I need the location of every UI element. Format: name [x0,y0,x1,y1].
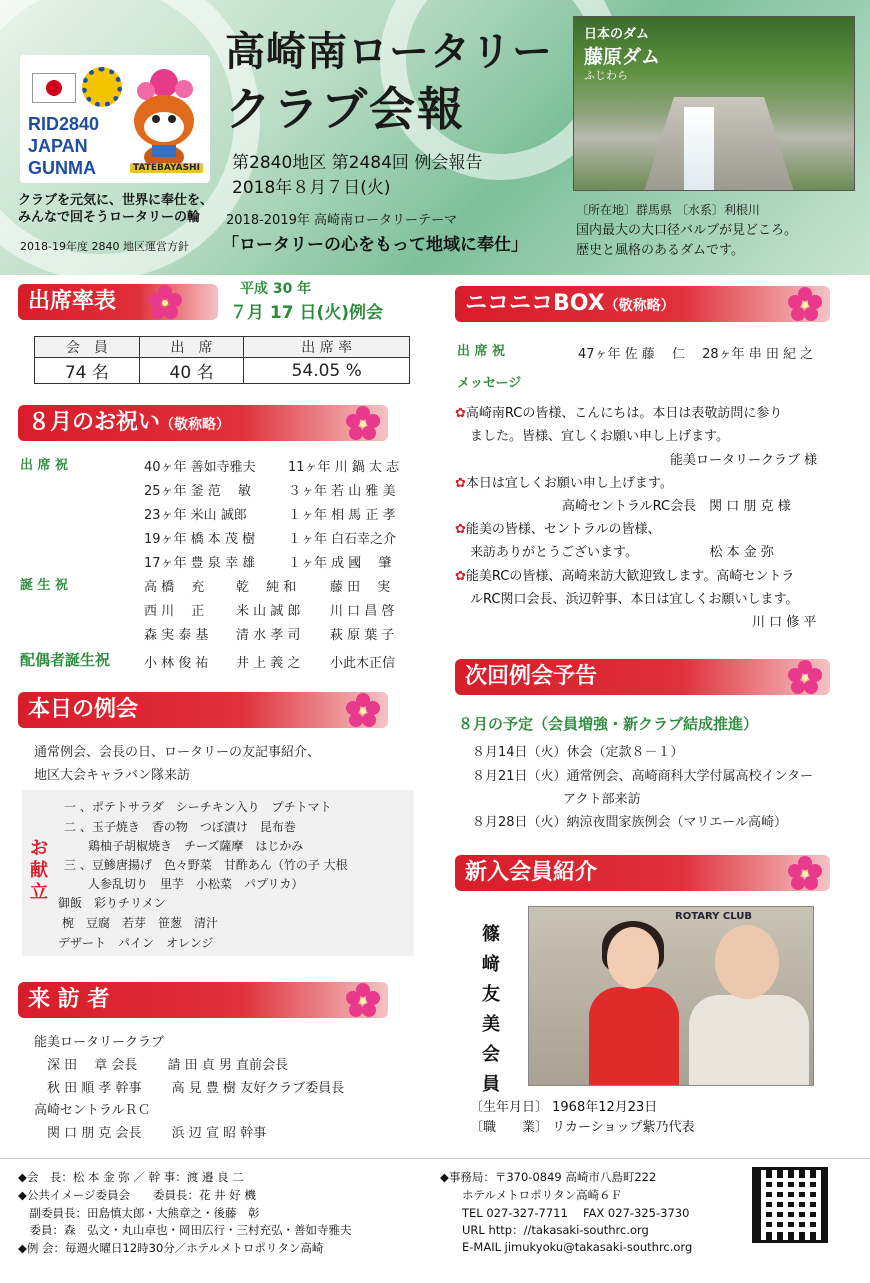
rid-line: RID2840 [28,114,100,134]
name-char: 員 [482,1074,500,1095]
message-line [455,472,673,491]
newsletter-title-line2: クラブ会報 [225,82,465,136]
section-title-text: 出席率表 [28,289,117,314]
message-line [455,565,794,584]
menu-item: 一 、ポテトサラダ シーチキン入り プチトマト [64,800,332,814]
birthday-entry: 清 水 孝 司 [236,628,301,643]
spouse-entry: 井 上 義 之 [236,656,301,671]
schedule-item: アクト部来訪 [472,792,641,807]
message-label: メッセージ [457,376,522,391]
slogan-line: クラブを元気に、世界に奉仕を、 [18,193,214,208]
dam-photo [573,16,855,191]
footer-line: ◆会 長：松 本 金 弥 ／ 幹 事：渡 邉 良 二 [18,1170,244,1184]
member-info-line: 〔生年月日〕 1968年12月23日 [470,1100,658,1115]
birthday-entry: 乾 純 和 [236,580,297,595]
rid-line: JAPAN [28,136,88,156]
message-text: 能美RCの皆様、高崎来訪大歓迎致します。高崎セントラ [465,569,795,584]
section-title-text: 本日の例会 [28,697,139,722]
schedule-item: ８月21日（火）通常例会、高崎商科大学付属高校インター [472,769,814,784]
today-text: 地区大会キャラバン隊来訪 [34,768,191,783]
section-title-text: ニコニコBOX [465,291,605,316]
birthday-entry: 米 山 誠 郎 [236,604,301,619]
photo-sign: ROTARY CLUB [675,911,752,922]
message-text: 能美ロータリークラブ 様 [670,453,818,468]
star-icon: ✿ [455,476,466,491]
footer-url[interactable]: URL http：//takasaki-southrc.org [462,1223,649,1237]
qr-code-icon [752,1167,828,1243]
visitor-line: 秋 田 順 孝 幹事 高 見 豊 樹 友好クラブ委員長 [34,1081,345,1096]
table-header: 出 席 [139,337,244,358]
birthday-entry: 西 川 正 [144,604,205,619]
dam-desc-line: 歴史と風格のあるダムです。 [576,243,744,258]
celebration-section-title [18,405,388,441]
message-text: 能美の皆様、セントラルの皆様、 [465,522,661,537]
footer [0,1158,870,1283]
menu-item: 三 、豆鯵唐揚げ 色々野菜 甘酢あん（竹の子 大根 [64,858,348,872]
message-line [670,449,817,468]
visitor-line: 能美ロータリークラブ [34,1035,165,1050]
section-title-text: 新入会員紹介 [465,860,598,885]
hibiscus-icon [346,693,380,727]
birthday-label: 誕 生 祝 [20,578,69,593]
menu-item: 御飯 彩りチリメン [58,896,166,910]
birthday-entry: 萩 原 葉 子 [330,628,395,643]
message-line [470,425,729,444]
message-line [752,611,816,630]
section-title-text: 来 訪 者 [28,987,110,1012]
dam-name: 藤原ダム [584,46,661,68]
today-section-title [18,692,388,728]
photo-figure [589,987,679,1086]
table-row [35,358,410,384]
hibiscus-icon [788,660,822,694]
schedule-item: ８月14日（火）休会（定款８－１） [472,745,684,760]
slogan-line: みんなで回そうロータリーの輪 [18,210,201,225]
name-char: 友 [482,984,500,1005]
next-meeting-section-title [455,659,830,695]
schedule-item: ８月28日（火）納涼夜間家族例会（マリエール高崎） [472,815,788,830]
name-char: 会 [482,1044,500,1065]
attendance-celebration-label: 出 席 祝 [20,458,69,473]
member-info-line: 〔職 業〕 リカーショップ紫乃代表 [470,1120,695,1135]
table-header: 会 員 [35,337,140,358]
message-text: ました。皆様、宜しくお願い申し上げます。 [470,429,729,444]
name-char: 﨑 [482,954,500,975]
table-header: 出 席 率 [244,337,410,358]
birthday-entry: 川 口 昌 啓 [330,604,395,619]
message-text: ルRC関口会長、浜辺幹事、本日は宜しくお願いします。 [470,592,799,607]
table-cell: 40 名 [139,358,244,384]
mascot-icon [122,63,206,171]
japan-flag-icon [32,73,76,103]
footer-email[interactable]: E-MAIL jimukyoku@takasaki-southrc.org [462,1240,693,1254]
footer-line: TEL 027-327-7711 FAX 027-325-3730 [462,1206,690,1220]
member-info [470,1098,694,1138]
nikoniko-attend-text: 47ヶ年 佐 藤 仁 28ヶ年 串 田 紀 之 [578,347,814,362]
celebration-entry: 11ヶ年 川 鍋 太 志 [288,460,400,475]
spouse-birthday-label: 配偶者誕生祝 [20,651,111,669]
name-char: 美 [482,1014,500,1035]
attendance-section-title [18,284,218,320]
spouse-entry: 小 林 俊 祐 [144,656,209,671]
menu-item: デザート パイン オレンジ [58,936,214,950]
celebration-entry: 19ヶ年 橋 本 茂 樹 [144,532,256,547]
star-icon: ✿ [455,406,466,421]
visitors-section-title [18,982,388,1018]
celebration-entry: 23ヶ年 米山 誠郎 [144,508,247,523]
member-name-vertical [482,920,512,1100]
footer-line: 副委員長：田島慎太郎・大熊章之・後藤 彰 [18,1206,260,1220]
section-title-sub: （敬称略） [604,298,675,314]
theme-label: 2018-2019年 高崎南ロータリーテーマ [226,213,457,228]
visitor-line: 関 口 朋 克 会長 浜 辺 宣 昭 幹事 [34,1126,267,1141]
hibiscus-icon [788,287,822,321]
birthday-entry: 藤 田 実 [330,580,391,595]
attendance-table [34,336,410,384]
meeting-date: ７月 17 日(火)例会 [230,303,384,323]
menu-item: 椀 豆腐 若芽 笹葱 清汁 [62,916,219,930]
dam-water [684,107,714,191]
dam-location: 〔所在地〕群馬県 〔水系〕利根川 [576,203,760,217]
rid-line: GUNMA [28,158,96,178]
message-line [470,541,774,560]
table-cell: 74 名 [35,358,140,384]
header [0,0,870,275]
footer-line: ホテルメトロポリタン高崎６Ｆ [462,1188,623,1202]
report-number: 第2840地区 第2484回 例会報告 [232,153,483,173]
next-meeting-subtitle: ８月の予定（会員増強・新クラブ結成推進） [458,715,759,733]
birthday-entry: 高 橋 充 [144,580,205,595]
newsletter-title-line1: 高崎南ロータリー [225,29,553,75]
hibiscus-icon [346,983,380,1017]
message-line [455,402,782,421]
tatebayashi-label: TATEBAYASHI [130,163,203,173]
celebration-entry: １ヶ年 相 馬 正 孝 [288,508,396,523]
message-line [562,495,791,514]
report-date: 2018年８月７日(火) [232,178,391,198]
message-line [470,588,798,607]
menu-label: お献立 [30,838,48,903]
footer-line: ◆例 会：毎週火曜日12時30分／ホテルメトロポリタン高崎 [18,1241,324,1255]
star-icon: ✿ [455,569,466,584]
section-title-sub: （敬称略） [160,417,231,433]
star-icon: ✿ [455,522,466,537]
slogan-sub: 2018-19年度 2840 地区運営方針 [20,240,189,253]
dam-wall [644,97,794,191]
visitor-line: 深 田 章 会長 請 田 貞 男 直前会長 [34,1058,289,1073]
celebration-entry: １ヶ年 成 國 肇 [288,556,392,571]
celebration-entry: ３ヶ年 若 山 雅 美 [288,484,396,499]
footer-line: 委員：森 弘文・丸山卓也・岡田広行・三村充弘・善如寺雅夫 [18,1223,352,1237]
rotary-wheel-icon [82,67,122,107]
footer-line: ◆公共イメージ委員会 委員長：花 井 好 機 [18,1188,256,1202]
club-logo [20,55,210,183]
table-header-row [35,337,410,358]
hibiscus-icon [788,856,822,890]
theme-text: 「ロータリーの心をもって地域に奉仕」 [222,235,528,255]
celebration-entry: １ヶ年 白石幸之介 [288,532,397,547]
today-text: 通常例会、会長の日、ロータリーの友記事紹介、 [34,745,321,760]
message-text: 高崎セントラルRC会長 関 口 朋 克 様 [562,499,791,514]
dam-description [576,221,866,261]
dam-desc-line: 国内最大の大口径バルブが見どころ。 [576,223,798,238]
photo-figure [715,925,779,999]
nikoniko-section-title [455,286,830,322]
photo-figure [689,995,809,1086]
visitor-line: 高崎セントラルＲＣ [34,1103,151,1118]
message-text: 本日は宜しくお願い申し上げます。 [465,476,673,491]
hibiscus-icon [148,285,182,319]
slogan [18,192,213,226]
menu-item: 二 、玉子焼き 香の物 つぼ漬け 昆布巻 [64,820,296,834]
birthday-entry: 森 実 泰 基 [144,628,209,643]
celebration-entry: 25ヶ年 釜 范 敏 [144,484,251,499]
photo-figure [607,927,659,989]
menu-box [22,790,414,956]
menu-item: 鶏柚子胡椒焼き チーズ薩摩 はじかみ [64,839,304,853]
hibiscus-icon [346,406,380,440]
table-cell: 54.05 % [244,358,410,384]
nikoniko-attend-label: 出 席 祝 [457,344,506,359]
new-member-section-title [455,855,830,891]
section-title-text: 次回例会予告 [465,664,598,689]
message-text: 川 口 修 平 [752,615,817,630]
message-text: 来訪ありがとうございます。 松 本 金 弥 [470,545,774,560]
dam-reading: ふじわら [584,69,628,82]
new-member-photo [528,906,814,1086]
dam-caption: 日本のダム [584,27,650,42]
message-line [455,518,661,537]
meeting-year: 平成 30 年 [240,281,312,297]
rid-text [28,113,99,179]
name-char: 篠 [482,924,500,945]
section-title-text: ８月のお祝い [28,410,161,435]
spouse-entry: 小此木正信 [330,656,396,671]
message-text: 高崎南RCの皆様、こんにちは。本日は表敬訪問に参り [465,406,783,421]
menu-item: 人参乱切り 里芋 小松菜 パプリカ） [64,877,304,891]
celebration-entry: 40ヶ年 善如寺雅夫 [144,460,256,475]
celebration-entry: 17ヶ年 豊 泉 幸 雄 [144,556,256,571]
footer-line: ◆事務局：〒370-0849 高崎市八島町222 [440,1170,657,1184]
